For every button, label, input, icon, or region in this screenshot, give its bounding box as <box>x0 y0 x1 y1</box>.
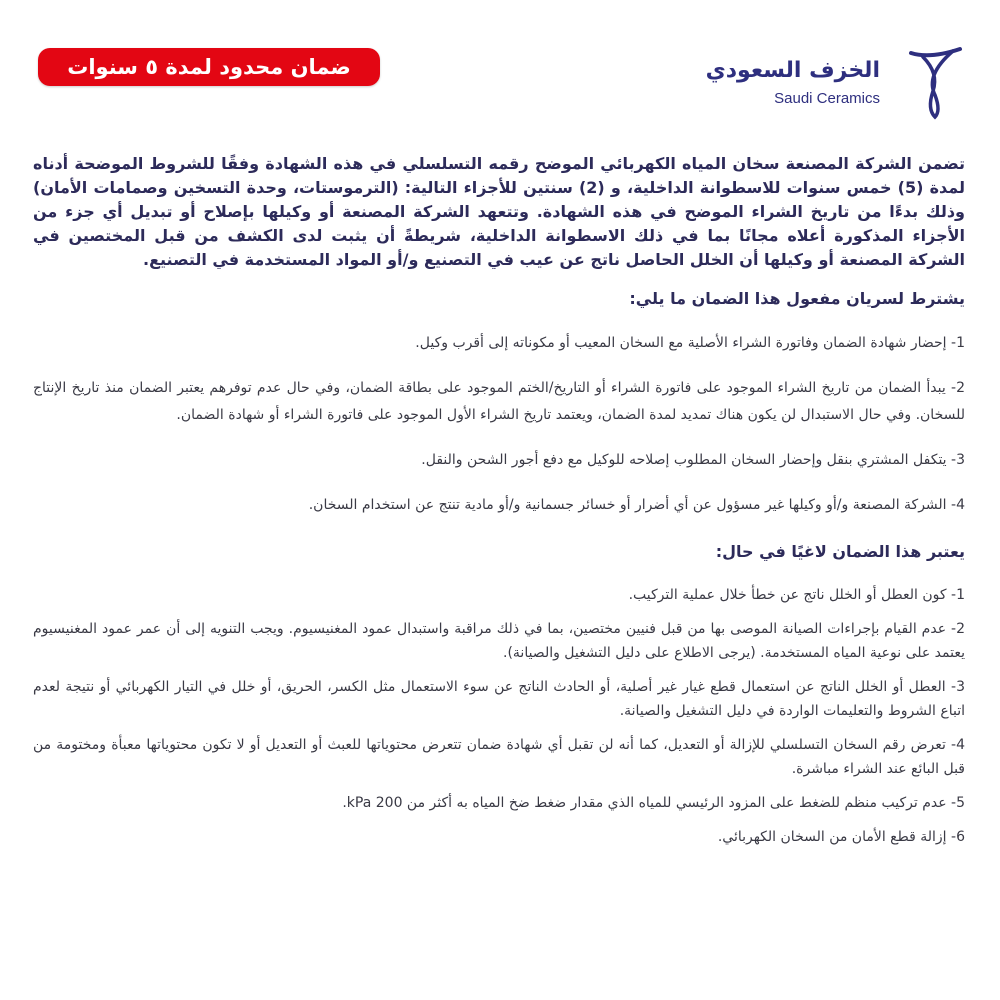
condition-item: 1- إحضار شهادة الضمان وفاتورة الشراء الأصلية مع السخان المعيب أو مكوناته إلى أقرب وكيل. <box>415 335 965 351</box>
condition-item: 4- الشركة المصنعة و/أو وكيلها غير مسؤول عن أي أضرار أو خسائر جسمانية و/أو مادية تنتج عن استخدام السخان. <box>308 497 965 513</box>
warranty-intro: تضمن الشركة المصنعة سخان المياه الكهربائي الموضح رقمه التسلسلي في هذه الشهادة وفقًا للشروط الموضحة أدناه لمدة (5) خمس سنوات للاسطوانة الداخلية، و (2) سنتين للأجزاء التالية: (الترموستات، وحدة التسخين وصمامات الأمان) وذلك بدءًا من تاريخ الشراء الموضح في هذه الشهادة. وتتعهد الشركة المصنعة أو وكيلها بإصلاح أو تبديل أي جزء من الأجزاء المذكورة أعلاه مجانًا بما في ذلك الاسطوانة الداخلية، شريطةً أن يثبت لدى الكشف من قبل المختصين في الشركة المصنعة أو وكيلها أن الخلل الحاصل ناتج عن عيب في التصنيع و/أو المواد المستخدمة في التصنيع. <box>33 154 966 269</box>
logo-mark-icon <box>905 45 965 120</box>
saudi-ceramics-logo <box>705 45 965 120</box>
condition-item: 3- يتكفل المشتري بنقل وإحضار السخان المطلوب إصلاحه للوكيل مع دفع أجور الشحن والنقل. <box>421 452 965 468</box>
logo-arabic-text: الخزف السعودي <box>705 58 880 83</box>
void-item: 5- عدم تركيب منظم للضغط على المزود الرئيسي للمياه الذي مقدار ضغط ضخ المياه به أكثر من 200 kPa. <box>342 795 965 811</box>
void-item: 2- عدم القيام بإجراءات الصيانة الموصى بها من قبل فنيين مختصين، بما في ذلك مراقبة واستبدال عمود المغنيسيوم. ويجب التنويه إلى أن عمر عمود المغنيسيوم يعتمد على نوعية المياه المستخدمة. (يرجى الاطلاع على دليل التشغيل والصيانة). <box>33 621 965 661</box>
condition-item: 2- يبدأ الضمان من تاريخ الشراء الموجود على فاتورة الشراء أو التاريخ/الختم الموجود على بطاقة الضمان، وفي حال عدم توفرهم يعتبر الضمان منذ تاريخ الإنتاج للسخان. وفي حال الاستبدال لن يكون هناك تمديد لمدة الضمان، ويعتمد تاريخ الشراء الأول الموجود على فاتورة الشراء أو شهادة الضمان. <box>33 380 965 423</box>
warranty-content <box>33 152 965 869</box>
void-item: 3- العطل أو الخلل الناتج عن استعمال قطع غيار غير أصلية، أو الحادث الناتج عن سوء الاستعمال مثل الكسر، الحريق، أو خلل في التيار الكهربائي أو نتيجة لعدم اتباع الشروط والتعليمات الواردة في دليل التشغيل والصيانة. <box>33 679 965 719</box>
warranty-badge: ضمان محدود لمدة ٥ سنوات <box>38 48 380 86</box>
void-item: 4- تعرض رقم السخان التسلسلي للإزالة أو التعديل، كما أنه لن تقبل أي شهادة ضمان تتعرض محتوياتها للعبث أو التعديل أو لا تكون محتوياتها معبأة ومختومة من قبل البائع عند الشراء مباشرة. <box>33 737 965 777</box>
void-item: 6- إزالة قطع الأمان من السخان الكهربائي. <box>717 829 965 845</box>
logo-english-text: Saudi Ceramics <box>774 90 880 107</box>
void-heading: يعتبر هذا الضمان لاغيًا في حال: <box>715 542 965 561</box>
void-item: 1- كون العطل أو الخلل ناتج عن خطأ خلال عملية التركيب. <box>628 587 965 603</box>
conditions-heading: يشترط لسريان مفعول هذا الضمان ما يلي: <box>629 289 965 308</box>
